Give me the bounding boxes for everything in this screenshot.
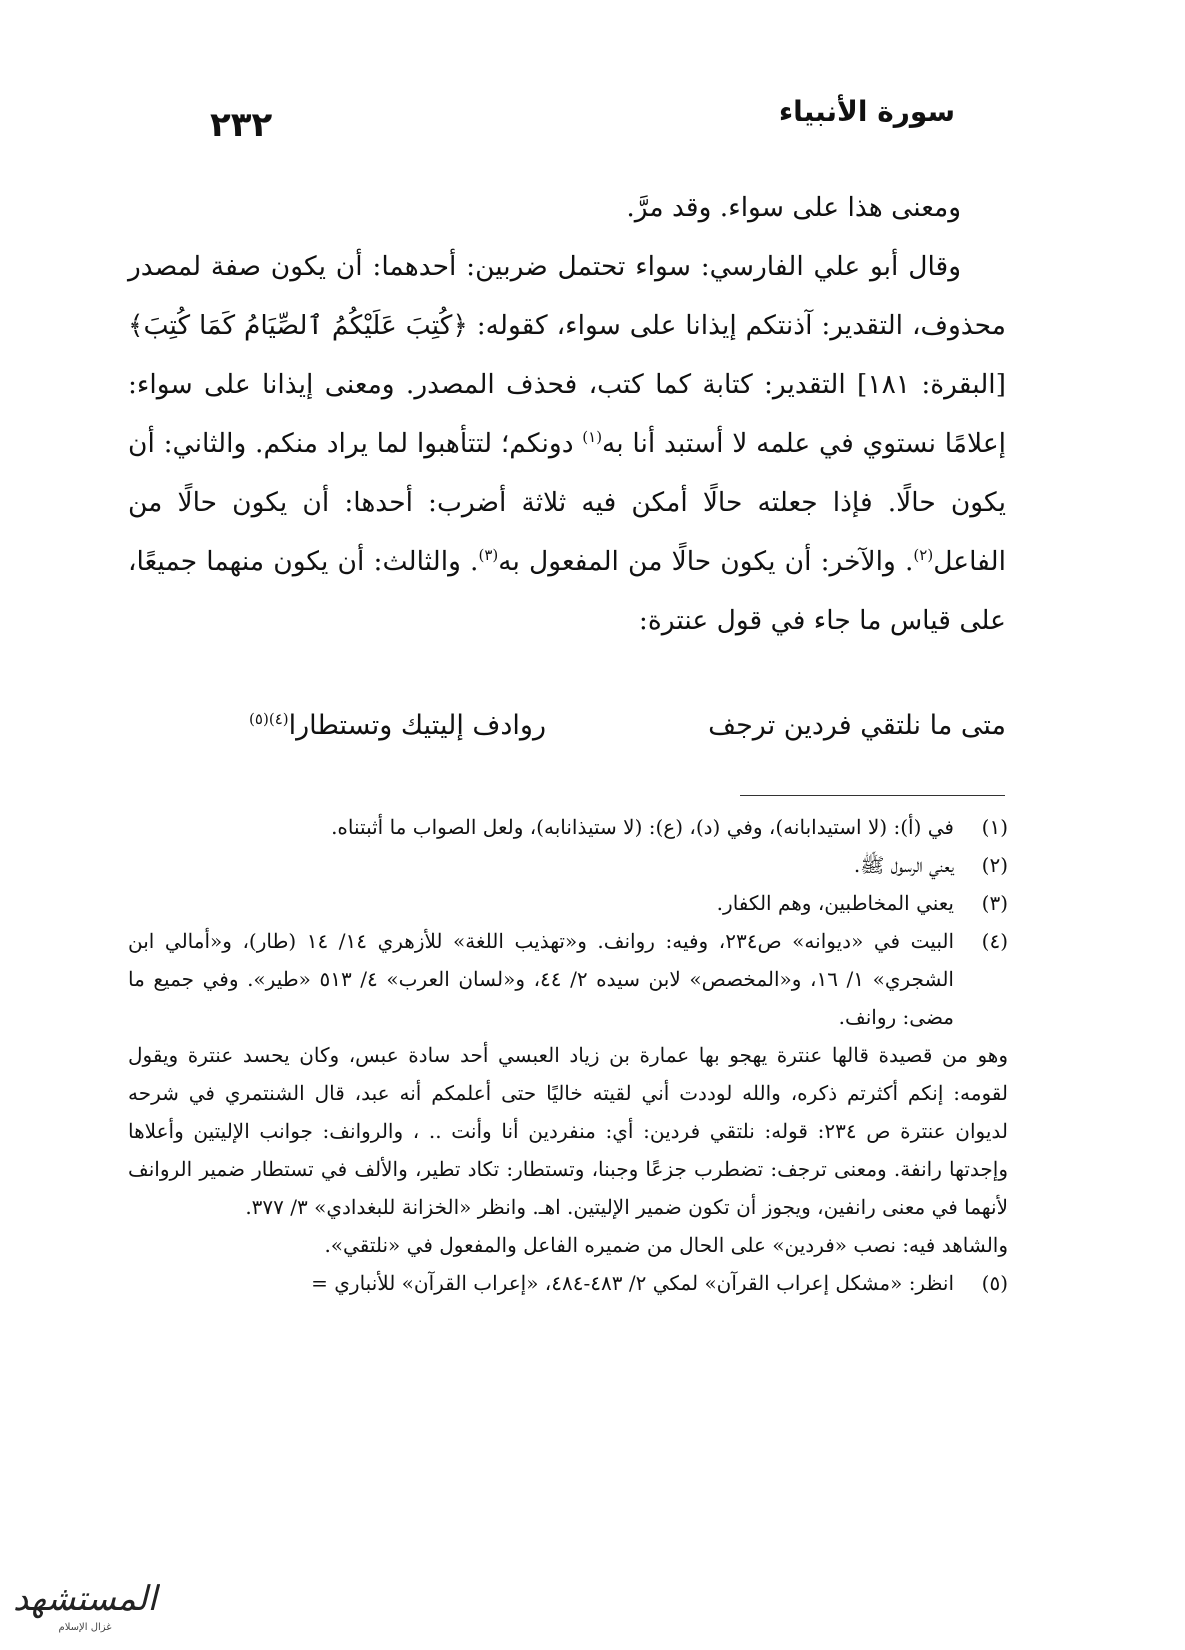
page-header	[210, 95, 955, 145]
paragraph-2-text-c: دونكم؛ لتتأهبوا لما يراد منكم. والثاني: أن يكون حالًا. فإذا جعلته حالًا أمكن فيه ثلاثة أضرب: أحدها: أن يكون حالًا من الفاعل	[128, 428, 1006, 577]
logo-text: المستشهد	[13, 1579, 157, 1619]
footnote-4	[128, 922, 1008, 1036]
paragraph-2-text-e: . والثالث: أن يكون منهما جميعًا، على قياس ما جاء في قول عنترة:	[128, 546, 1006, 636]
footnote-ref-4-5[interactable]: (٤)(٥)	[249, 710, 289, 728]
verse-second-hemistich	[249, 710, 546, 741]
footnote-5	[128, 1264, 1008, 1302]
footnote-separator	[740, 795, 1005, 796]
paragraph-2-text-a: وقال أبو علي الفارسي: سواء تحتمل ضربين: أحدهما: أن يكون صفة لمصدر محذوف، التقدير: آذنتكم إيذانا على سواء، كقوله:	[128, 251, 1006, 341]
publisher-logo	[10, 1568, 160, 1638]
page-number: ٢٣٢	[210, 105, 273, 145]
footnote-4-shahid: والشاهد فيه: نصب «فردين» على الحال من ضميره الفاعل والمفعول في «نلتقي».	[324, 1233, 1008, 1257]
verse-first-hemistich: متى ما نلتقي فردين ترجف	[708, 710, 1006, 741]
footnotes	[128, 808, 1008, 1302]
footnote-text: يعني المخاطبين، وهم الكفار.	[716, 891, 954, 915]
paragraph-2-text-d: . والآخر: أن يكون حالًا من المفعول به	[498, 546, 914, 577]
footnote-number: (٤)	[981, 929, 1008, 953]
footnote-2	[128, 846, 1008, 884]
paragraph-1: ومعنى هذا على سواء. وقد مرَّ.	[626, 192, 961, 223]
paragraph-2	[128, 237, 1006, 650]
quran-quote: ﴿كُتِبَ عَلَيْكُمُ ٱلصِّيَامُ كَمَا كُتِبَ﴾	[128, 310, 468, 341]
footnote-text: في (أ): (لا استيدابانه)، وفي (د)، (ع): (لا ستيذانابه)، ولعل الصواب ما أثبتناه.	[331, 815, 954, 839]
footnote-number: (١)	[981, 815, 1008, 839]
footnote-ref-3[interactable]: (٣)	[478, 546, 499, 565]
poetry-verse	[128, 700, 1006, 760]
paragraph-2-text-b: [البقرة: ١٨١] التقدير: كتابة كما كتب، فحذف المصدر. ومعنى إيذانا على سواء: إعلامًا نستوي في علمه لا أستبد أنا به	[128, 369, 1006, 459]
footnote-3	[128, 884, 1008, 922]
main-text	[128, 178, 1006, 650]
footnote-number: (٥)	[981, 1271, 1008, 1295]
running-title: سورة الأنبياء	[778, 95, 955, 128]
footnote-4-continuation: وهو من قصيدة قالها عنترة يهجو بها عمارة بن زياد العبسي أحد سادة عبس، وكان يحسد عنترة ويقول لقومه: إنكم أكثرتم ذكره، والله لوددت أني لقيته خاليًا حتى أعلمكم أنه عبد، قال الشنتمري في شرحه لديوان عنترة ص ٢٣٤: قوله: نلتقي فردين: أي: منفردين أنا وأنت .. ، والروانف: جوانب الإليتين وأعلاها وإجدتها رانفة. ومعنى ترجف: تضطرب جزعًا وجبنا، وتستطار: تكاد تطير، والألف في تستطار ضمير الروانف لأنهما في معنى رانفين، ويجوز أن تكون ضمير الإليتين. اهـ. وانظر «الخزانة للبغدادي» ٣/ ٣٧٧.	[128, 1043, 1008, 1219]
footnote-text: انظر: «مشكل إعراب القرآن» لمكي ٢/ ٤٨٣-٤٨٤، «إعراب القرآن» للأنباري =	[311, 1271, 954, 1295]
footnote-1	[128, 808, 1008, 846]
footnote-number: (٢)	[981, 853, 1008, 877]
footnote-text: البيت في «ديوانه» ص٢٣٤، وفيه: روانف. و«تهذيب اللغة» للأزهري ١٤/ ١٤ (طار)، و«أمالي ابن الشجري» ١/ ١٦، و«المخصص» لابن سيده ٢/ ٤٤، و«لسان العرب» ٤/ ٥١٣ «طير». وفي جميع ما مضى: روانف.	[128, 929, 955, 1029]
footnote-ref-1[interactable]: (١)	[582, 428, 603, 447]
footnote-number: (٣)	[981, 891, 1008, 915]
footnote-ref-2[interactable]: (٢)	[913, 546, 934, 565]
footnote-text: يعني الرسول ﷺ.	[853, 853, 954, 877]
logo-subtext: غزال الإسلام	[58, 1622, 112, 1633]
verse-second-hemistich-text: روادف إليتيك وتستطارا	[288, 710, 546, 741]
